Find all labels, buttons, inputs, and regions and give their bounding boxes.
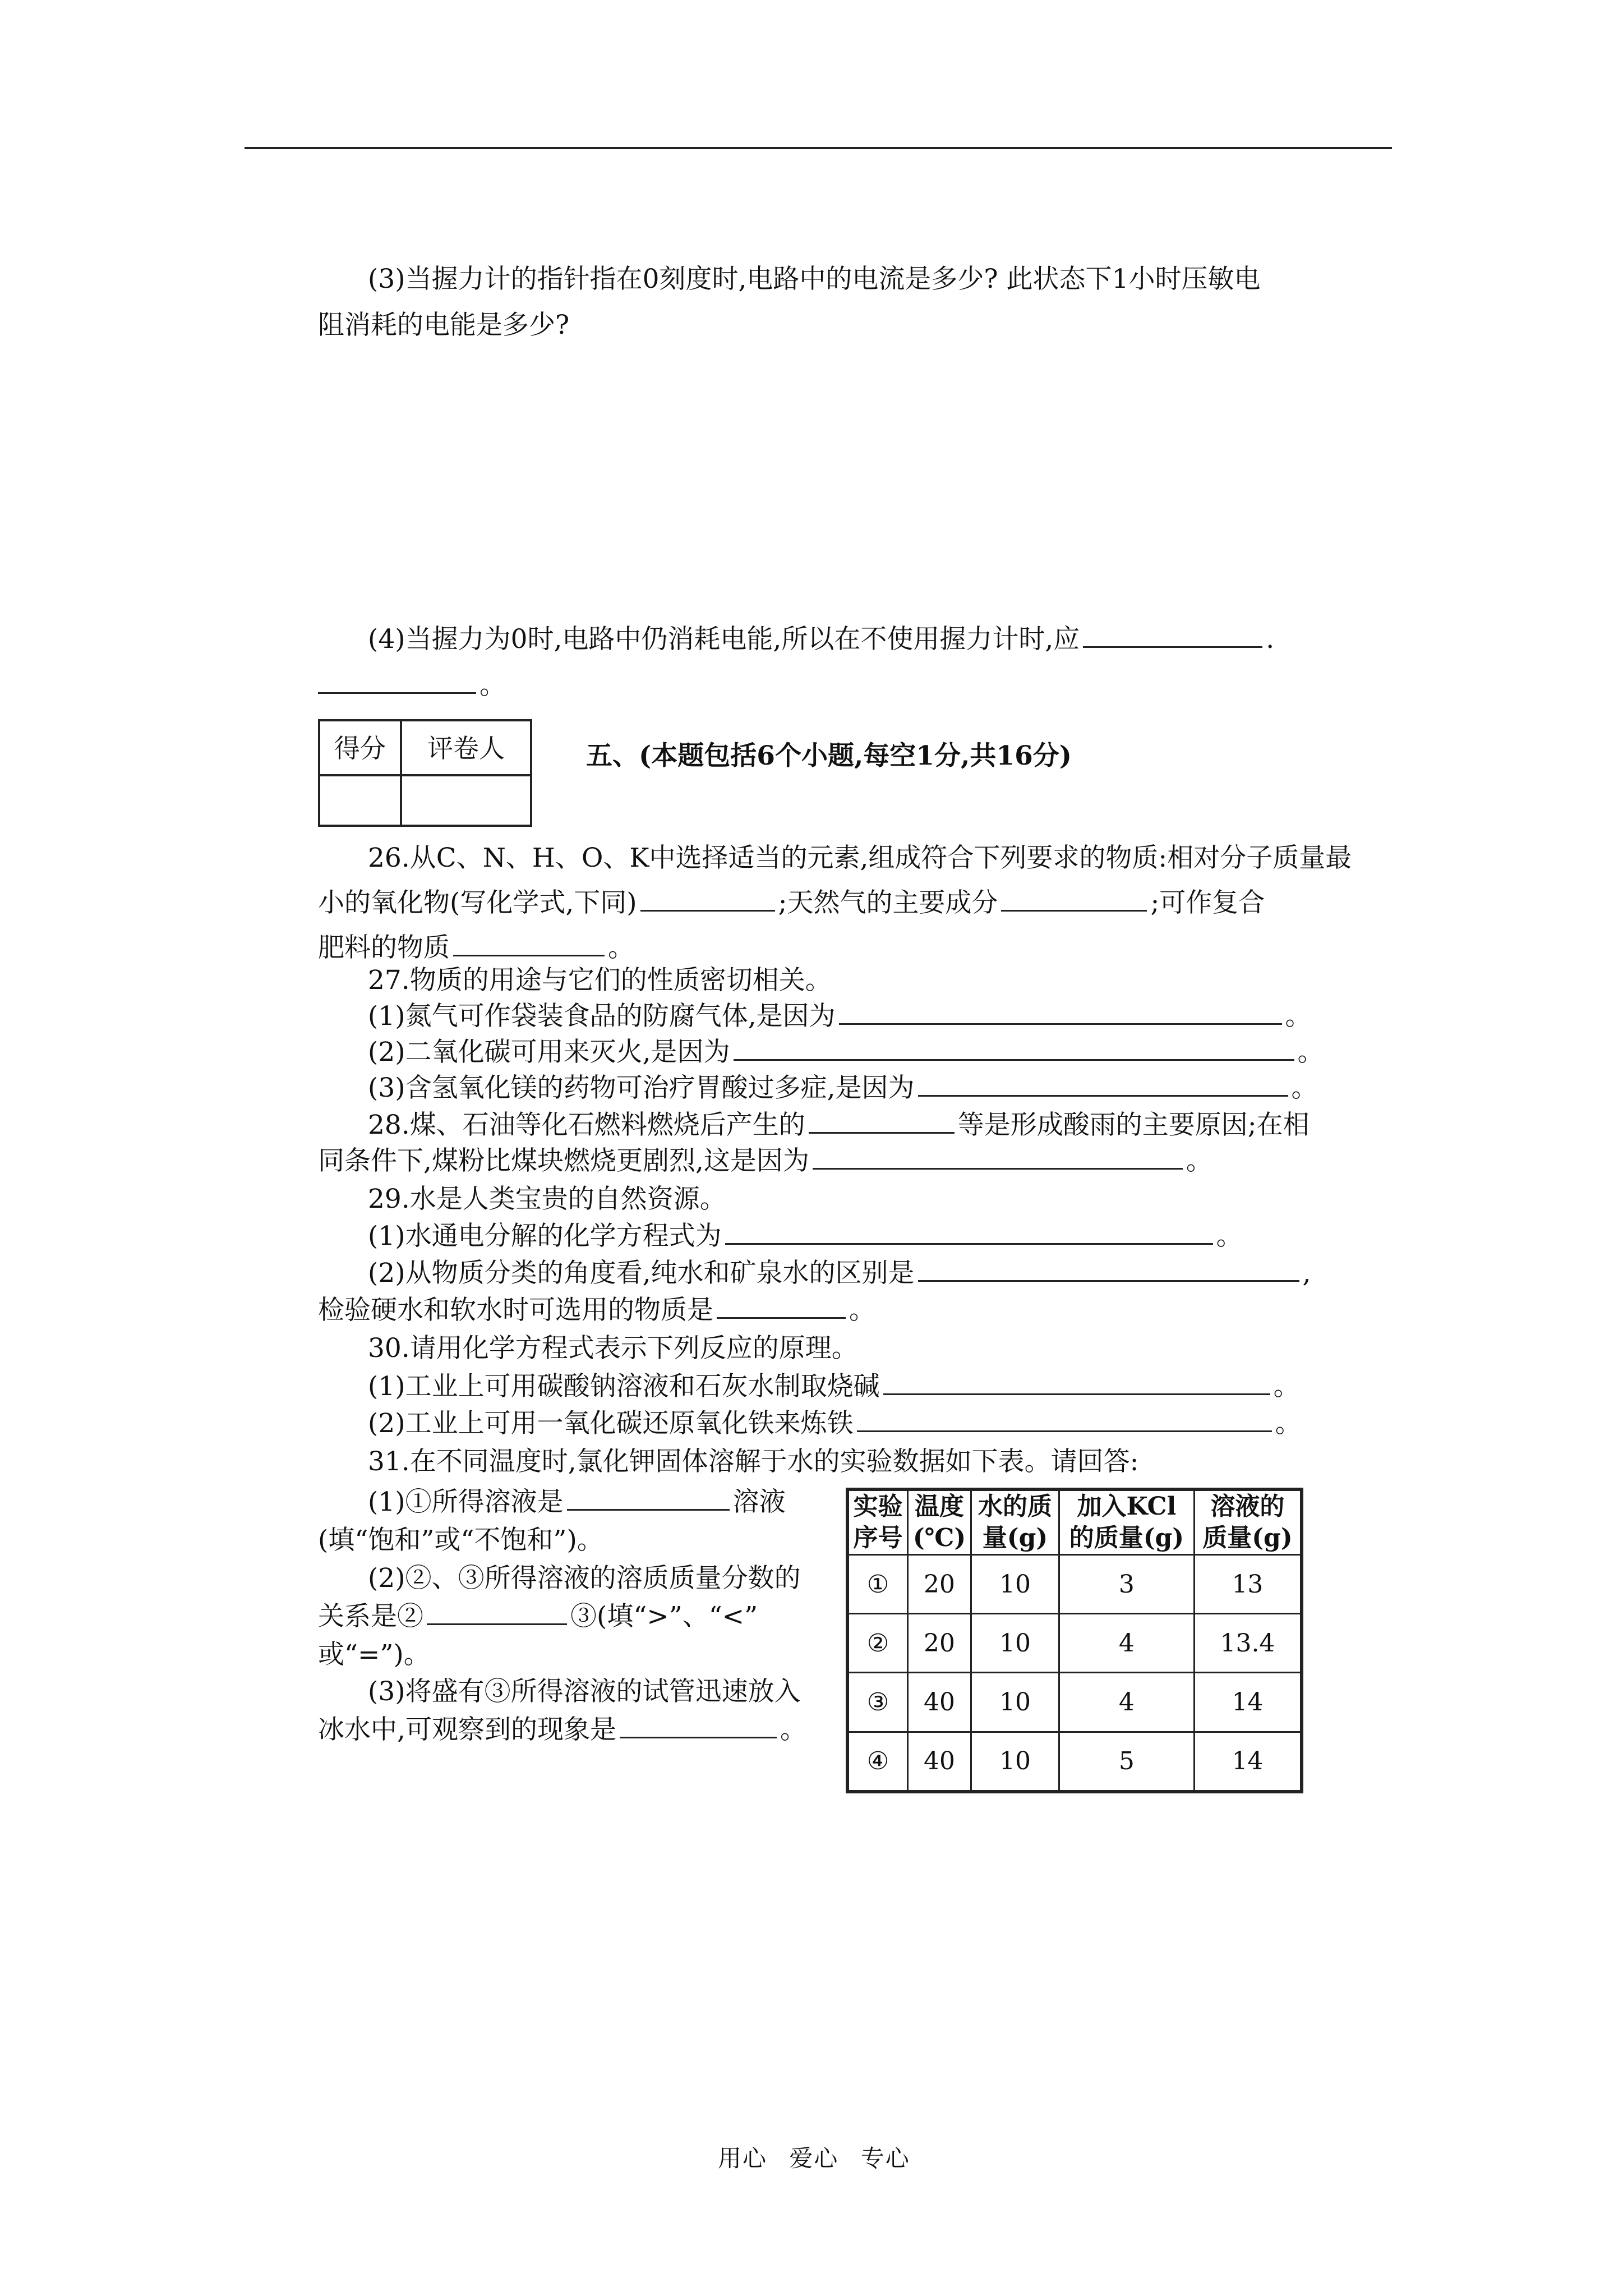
q3-line2: 阻消耗的电能是多少? xyxy=(318,310,570,341)
table-header-cell xyxy=(1059,1489,1194,1555)
section5-heading: 五、(本题包括6个小题,每空1分,共16分) xyxy=(586,740,1072,771)
q29-p2-end: , xyxy=(1302,1258,1311,1289)
q28-text-a: 28.煤、石油等化石燃料燃烧后产生的 xyxy=(368,1110,805,1140)
table-cell: 20 xyxy=(907,1614,971,1673)
table-cell: 40 xyxy=(907,1673,971,1732)
q31-p3-line1: (3)将盛有③所得溶液的试管迅速放入 xyxy=(368,1676,801,1707)
q27-p1 xyxy=(368,1000,1312,1033)
q31-p2-text-a: 关系是② xyxy=(318,1601,423,1632)
table-header-cell xyxy=(847,1489,907,1555)
q27-p2 xyxy=(368,1036,1324,1069)
q27-p3-text: (3)含氢氧化镁的药物可治疗胃酸过多症,是因为 xyxy=(368,1073,915,1103)
q31-intro: 31.在不同温度时,氯化钾固体溶解于水的实验数据如下表。请回答: xyxy=(368,1446,1139,1477)
q31-p3-end: 。 xyxy=(780,1714,806,1745)
q27-p2-end: 。 xyxy=(1297,1037,1324,1068)
score-box xyxy=(318,719,532,827)
table-cell: 14 xyxy=(1194,1673,1302,1732)
q27-p1-end: 。 xyxy=(1285,1001,1312,1032)
q29-p1-text: (1)水通电分解的化学方程式为 xyxy=(368,1221,722,1251)
table-cell: 10 xyxy=(971,1732,1059,1792)
q26-answer-blank-1[interactable] xyxy=(640,887,775,912)
table-cell: 10 xyxy=(971,1555,1059,1614)
score-label: 得分 xyxy=(334,733,386,763)
q27-p1-text: (1)氮气可作袋装食品的防腐气体,是因为 xyxy=(368,1001,836,1032)
q29-answer-blank-3[interactable] xyxy=(717,1295,846,1319)
q26-text-a: 小的氧化物(写化学式,下同) xyxy=(318,887,637,918)
table-row xyxy=(847,1555,1302,1614)
q29-p1 xyxy=(368,1220,1243,1253)
header-text: 水的质 xyxy=(978,1492,1052,1521)
q28-line1 xyxy=(368,1108,1310,1142)
table-cell: ④ xyxy=(847,1732,907,1792)
q31-p3-line2 xyxy=(318,1713,806,1747)
q29-p1-end: 。 xyxy=(1216,1221,1243,1251)
table-cell: 13 xyxy=(1194,1555,1302,1614)
table-cell: ② xyxy=(847,1614,907,1673)
q28-text-b: 等是形成酸雨的主要原因;在相 xyxy=(957,1110,1310,1140)
q29-p2-line2-end: 。 xyxy=(849,1295,875,1326)
q31-p2-line3: 或“=”)。 xyxy=(318,1639,430,1670)
q28-line2 xyxy=(318,1144,1212,1178)
q26-line3 xyxy=(318,931,634,965)
header-text: 溶液的 xyxy=(1210,1492,1285,1521)
q29-p2-line2-text: 检验硬水和软水时可选用的物质是 xyxy=(318,1295,713,1326)
q31-p1-line2: (填“饱和”或“不饱和”)。 xyxy=(318,1525,603,1556)
q30-answer-blank-2[interactable] xyxy=(857,1408,1272,1432)
q26-text-c: ;可作复合 xyxy=(1150,887,1265,918)
q27-p2-text: (2)二氧化碳可用来灭火,是因为 xyxy=(368,1037,730,1068)
table-row xyxy=(847,1673,1302,1732)
header-text: 的质量(g) xyxy=(1069,1524,1184,1552)
q31-p3-text: 冰水中,可观察到的现象是 xyxy=(318,1714,616,1745)
header-text: 实验 xyxy=(853,1492,903,1521)
q29-answer-blank-1[interactable] xyxy=(725,1221,1213,1245)
q3-line1: (3)当握力计的指针指在0刻度时,电路中的电流是多少? 此状态下1小时压敏电 xyxy=(368,264,1261,295)
q4-text: (4)当握力为0时,电路中仍消耗电能,所以在不使用握力计时,应 xyxy=(368,624,1080,655)
header-text: 序号 xyxy=(853,1524,903,1552)
table-cell: ③ xyxy=(847,1673,907,1732)
q26-line1: 26.从C、N、H、O、K中选择适当的元素,组成符合下列要求的物质:相对分子质量最 xyxy=(368,843,1352,873)
q27-answer-blank-3[interactable] xyxy=(918,1073,1288,1097)
kcl-data-table xyxy=(846,1488,1303,1793)
table-cell: 4 xyxy=(1059,1614,1194,1673)
header-text: 温度 xyxy=(915,1492,965,1521)
q29-p2 xyxy=(368,1257,1311,1290)
q29-intro: 29.水是人类宝贵的自然资源。 xyxy=(368,1184,726,1214)
table-cell: ① xyxy=(847,1555,907,1614)
table-row xyxy=(847,1732,1302,1792)
q27-answer-blank-2[interactable] xyxy=(734,1037,1294,1061)
table-cell: 13.4 xyxy=(1194,1614,1302,1673)
q30-p1-text: (1)工业上可用碳酸钠溶液和石灰水制取烧碱 xyxy=(368,1371,880,1402)
q27-p3-end: 。 xyxy=(1291,1073,1318,1103)
q30-intro: 30.请用化学方程式表示下列反应的原理。 xyxy=(368,1333,858,1364)
q28-end: 。 xyxy=(1186,1145,1212,1176)
table-cell: 20 xyxy=(907,1555,971,1614)
q29-answer-blank-2[interactable] xyxy=(918,1258,1299,1282)
table-header-cell xyxy=(971,1489,1059,1555)
q31-answer-blank-3[interactable] xyxy=(620,1714,777,1738)
header-text: 质量(g) xyxy=(1202,1524,1293,1552)
q27-p3 xyxy=(368,1071,1318,1105)
q28-answer-blank-1[interactable] xyxy=(809,1110,955,1134)
grader-value-cell[interactable] xyxy=(402,776,530,825)
table-header-cell xyxy=(907,1489,971,1555)
q31-answer-blank-2[interactable] xyxy=(427,1601,567,1625)
q30-p1-end: 。 xyxy=(1273,1371,1300,1402)
header-text: 量(g) xyxy=(982,1524,1048,1552)
q31-answer-blank-1[interactable] xyxy=(567,1487,730,1511)
q27-intro: 27.物质的用途与它们的性质密切相关。 xyxy=(368,965,832,996)
q4-line1: (4)当握力为0时,电路中仍消耗电能,所以在不使用握力计时,应 . xyxy=(368,624,1275,655)
q26-text-b: ;天然气的主要成分 xyxy=(778,887,998,918)
table-row xyxy=(847,1614,1302,1673)
q28-text-c: 同条件下,煤粉比煤块燃烧更剧烈,这是因为 xyxy=(318,1145,809,1176)
q30-p2-text: (2)工业上可用一氧化碳还原氧化铁来炼铁 xyxy=(368,1408,854,1439)
q26-answer-blank-2[interactable] xyxy=(1001,887,1147,912)
score-value-cell[interactable] xyxy=(320,776,400,825)
header-text: (℃) xyxy=(912,1524,966,1552)
top-rule xyxy=(245,147,1392,149)
q4-answer-blank-a[interactable] xyxy=(1083,624,1262,648)
q28-answer-blank-2[interactable] xyxy=(813,1145,1183,1170)
q31-p1-text: (1)①所得溶液是 xyxy=(368,1487,564,1517)
q4-end: 。 xyxy=(479,670,506,701)
table-cell: 40 xyxy=(907,1732,971,1792)
q4-line2 xyxy=(318,669,506,702)
q30-p2 xyxy=(368,1407,1302,1441)
q29-p2-text: (2)从物质分类的角度看,纯水和矿泉水的区别是 xyxy=(368,1258,915,1289)
q29-p2-line2 xyxy=(318,1294,875,1327)
q31-p1 xyxy=(368,1485,786,1519)
q30-p1 xyxy=(368,1370,1300,1404)
table-cell: 3 xyxy=(1059,1555,1194,1614)
table-header-row xyxy=(847,1489,1302,1555)
table-cell: 5 xyxy=(1059,1732,1194,1792)
page-footer: 用心 爱心 专心 xyxy=(718,2145,910,2172)
q27-answer-blank-1[interactable] xyxy=(839,1001,1282,1025)
table-header-cell xyxy=(1194,1489,1302,1555)
header-text: 加入KCl xyxy=(1077,1492,1177,1521)
q26-end: 。 xyxy=(608,932,634,963)
q31-p2-line2 xyxy=(318,1600,758,1634)
table-cell: 4 xyxy=(1059,1673,1194,1732)
q26-line2 xyxy=(318,886,1265,920)
q26-answer-blank-3[interactable] xyxy=(453,932,605,956)
q31-p2-line1: (2)②、③所得溶液的溶质质量分数的 xyxy=(368,1563,801,1594)
table-cell: 10 xyxy=(971,1614,1059,1673)
q31-p2-text-b: ③(填“>”、“<” xyxy=(570,1601,758,1632)
q30-answer-blank-1[interactable] xyxy=(883,1371,1270,1395)
q4-answer-blank-b[interactable] xyxy=(318,670,476,694)
grader-label: 评卷人 xyxy=(427,733,505,763)
table-cell: 14 xyxy=(1194,1732,1302,1792)
q31-p1-tail: 溶液 xyxy=(732,1487,786,1517)
q26-text-d: 肥料的物质 xyxy=(318,932,450,963)
q30-p2-end: 。 xyxy=(1275,1408,1302,1439)
table-cell: 10 xyxy=(971,1673,1059,1732)
